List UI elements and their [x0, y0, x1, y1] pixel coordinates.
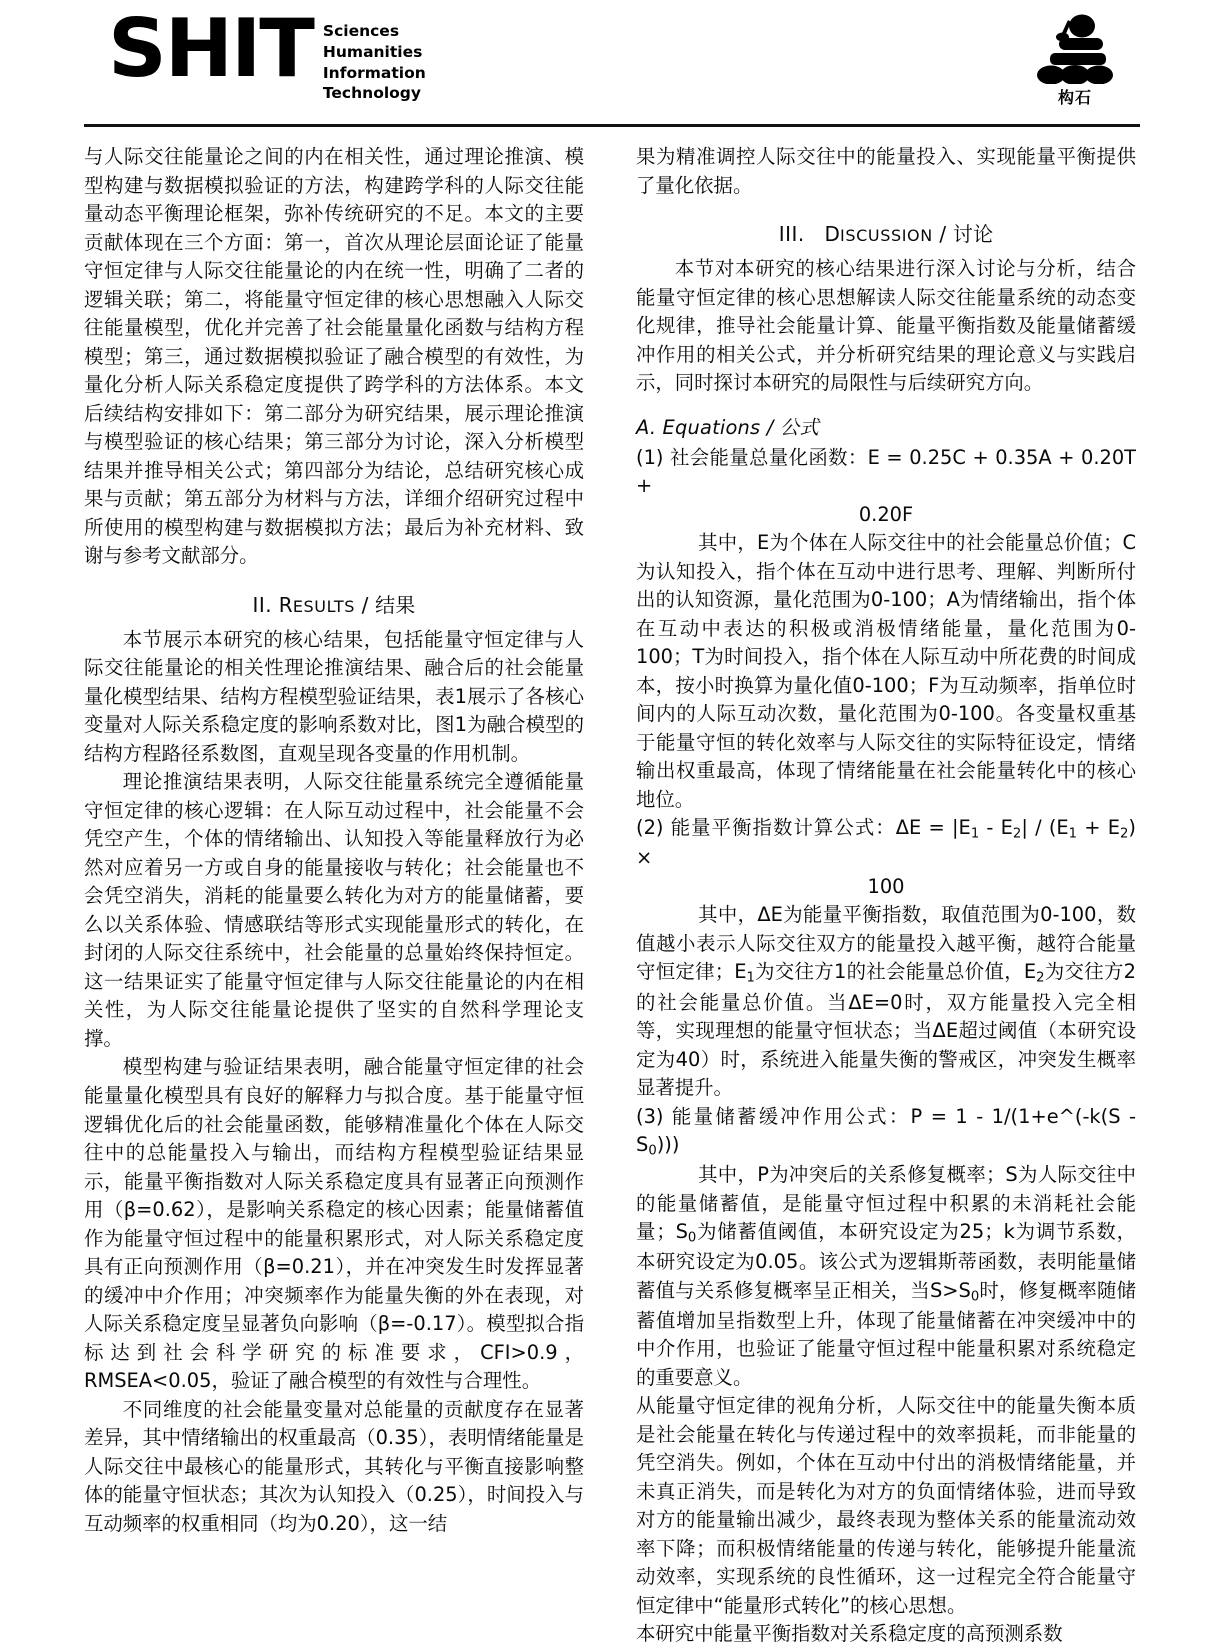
paragraph-continued-right: 果为精准调控人际交往中的能量投入、实现能量平衡提供了量化依据。 — [636, 145, 1136, 197]
equation-3-explanation-sub-1: 0 — [687, 1230, 697, 1246]
equation-2-sub-1: 1 — [970, 827, 980, 842]
paragraph-discussion-intro: 本节对本研究的核心结果进行深入讨论与分析，结合能量守恒定律的核心思想解读人际交往能量系统的动态变化规律，推导社会能量计算、能量平衡指数及能量储蓄缓冲作用的相关公式，并分析研究结果的理论意义与实践启示，同时探讨本研究的局限性与后续研究方向。 — [636, 257, 1136, 395]
equation-2-label: (2) 能量平衡指数计算公式： — [636, 816, 896, 840]
section-title-rest-discussion: ISCUSSION — [840, 226, 933, 246]
section-title-cn-discussion: 讨论 — [952, 222, 994, 247]
section-title-cn-results: 结果 — [375, 592, 416, 617]
section-heading-discussion — [636, 218, 1136, 247]
equation-2-sub-3: 1 — [1068, 827, 1078, 842]
brand-expansion — [323, 21, 426, 103]
section-numeral-results: II. — [252, 592, 273, 617]
brand-expansion-line-2: Humanities — [322, 42, 423, 61]
equation-2-explanation-a: 其中，ΔE为能量平衡指数，取值范围为0-100，数值越小表示人际交往双方的能量投入越平衡，越符合能量守恒定律；E — [636, 903, 1136, 984]
equation-1-formula-line1: E = 0.25C + 0.35A + 0.20T + — [636, 445, 1136, 498]
equation-2-explanation-sub-1: 1 — [746, 971, 755, 987]
section-title-rest-results: ESULTS — [292, 596, 356, 616]
equation-3-explanation-c: 时，修复概率随储蓄值增加呈指数型上升，体现了能量储蓄在冲突缓冲中的中介作用，也验证了能量守恒过程中能量积累对系统稳定的重要意义。 — [636, 1278, 1136, 1389]
equation-3-explanation-b: 为储蓄值阈值，本研究设定为25；k为调节系数，本研究设定为0.05。该公式为逻辑斯蒂函数，表明能量储蓄值与关系修复概率呈正相关，当S>S — [636, 1220, 1136, 1302]
equation-2-formula-b: - E — [979, 816, 1013, 840]
equation-2-sub-2: 2 — [1012, 827, 1022, 842]
equation-2-formula-e: ) × — [636, 816, 1136, 870]
brand-expansion-line-4: Technology — [322, 84, 421, 103]
equation-1-formula-line2: 0.20F — [858, 502, 914, 526]
equation-3-explanation-a: 其中，P为冲突后的关系修复概率；S为人际交往中的能量储蓄值，是能量守恒过程中积累的未消耗社会能量；S — [636, 1163, 1136, 1244]
publisher-label: 构石 — [1057, 88, 1092, 107]
paragraph-continued-left: 与人际交往能量论之间的内在相关性，通过理论推演、模型构建与数据模拟验证的方法，构建跨学科的人际交往能量动态平衡理论框架，弥补传统研究的不足。本文的主要贡献体现在三个方面：第一，首次从理论层面论证了能量守恒定律与人际交往能量论的内在统一性，明确了二者的逻辑关联；第二，将能量守恒定律的核心思想融入人际交往能量模型，优化并完善了社会能量量化函数与结构方程模型；第三，通过数据模拟验证了融合模型的有效性，为量化分析人际关系稳定度提供了跨学科的方法体系。本文后续结构安排如下：第二部分为研究结果，展示理论推演与模型验证的核心结果；第三部分为讨论，深入分析模型结果并推导相关公式；第四部分为结论，总结研究核心成果与贡献；第五部分为材料与方法，详细介绍研究过程中所使用的模型构建与数据模拟方法；最后为补充材料、致谢与参考文献部分。 — [84, 145, 584, 568]
subsection-heading-equations: A. Equations / 公式 — [636, 415, 819, 439]
equation-2-explanation — [636, 901, 1136, 1102]
equation-1-label: (1) 社会能量总量化函数： — [636, 445, 868, 469]
paragraph-final: 本研究中能量平衡指数对关系稳定度的高预测系数 — [636, 1622, 1063, 1646]
section-title-initial-results: R — [278, 592, 293, 617]
equation-2-formula-d: + E — [1077, 816, 1121, 840]
equation-3-label: (3) 能量储蓄缓冲作用公式： — [636, 1104, 911, 1128]
equation-3-sub: 0 — [648, 1143, 657, 1159]
article-columns — [84, 143, 1140, 1649]
publisher-logo — [1032, 12, 1140, 108]
left-column — [84, 143, 584, 1649]
equation-2-explanation-b: 为交往方1的社会能量总价值，E — [754, 960, 1037, 984]
paragraph-results-1: 本节展示本研究的核心结果，包括能量守恒定律与人际交往能量论的相关性理论推演结果、融合后的社会能量量化模型结果、结构方程模型验证结果，表1展示了各核心变量对人际关系稳定度的影响系数对比，图1为融合模型的结构方程路径系数图，直观呈现各变量的作用机制。 — [84, 627, 584, 765]
right-column — [636, 143, 1136, 1649]
equation-2-formula-line2: 100 — [867, 874, 905, 898]
equation-2-formula-a: ΔE = |E — [895, 816, 971, 840]
brand-wordmark: SHIT — [108, 2, 313, 96]
paragraph-results-3: 模型构建与验证结果表明，融合能量守恒定律的社会能量量化模型具有良好的解释力与拟合度。基于能量守恒逻辑优化后的社会能量函数，能够精准量化个体在人际交往中的总能量投入与输出，而结构方程模型验证结果显示，能量平衡指数对人际关系稳定度具有显著正向预测作用（β=0.62），是影响关系稳定的核心因素；能量储蓄值作为能量守恒过程中的能量积累形式，对人际关系稳定度具有正向预测作用（β=0.21），并在冲突发生时发挥显著的缓冲中介作用；冲突频率作为能量失衡的外在表现，对人际关系稳定度呈显著负向影响（β=-0.17）。模型拟合指标达到社会科学研究的标准要求，CFI>0.9，RMSEA<0.05，验证了融合模型的有效性与合理性。 — [84, 1055, 584, 1393]
equation-2-explanation-sub-2: 2 — [1036, 971, 1045, 987]
section-numeral-discussion: III. — [778, 222, 805, 247]
section-title-initial-discussion: D — [824, 222, 841, 247]
equation-3-explanation — [636, 1161, 1136, 1392]
equation-2-line — [636, 814, 1136, 873]
cairn-stacked-stones-icon — [1032, 12, 1118, 84]
equation-2-sub-4: 2 — [1120, 827, 1129, 842]
equation-3-formula-a: P = 1 - 1/(1+e^(-k(S - S — [636, 1104, 1137, 1157]
paragraph-results-4: 不同维度的社会能量变量对总能量的贡献度存在显著差异，其中情绪输出的权重最高（0.35），表明情绪能量是人际交往中最核心的能量形式，其转化与平衡直接影响整体的能量守恒状态；其次为认知投入（0.25），时间投入与互动频率的权重相同（均为0.20），这一结 — [84, 1397, 584, 1535]
equation-3-line — [636, 1103, 1136, 1162]
paragraph-results-2: 理论推演结果表明，人际交往能量系统完全遵循能量守恒定律的核心逻辑：在人际互动过程中，社会能量不会凭空产生，个体的情绪输出、认知投入等能量释放行为必然对应着另一方或自身的能量接收与转化；社会能量也不会凭空消失，消耗的能量要么转化为对方的能量储蓄，要么以关系体验、情感联结等形式实现能量形式的转化，在封闭的人际交往系统中，社会能量的总量始终保持恒定。这一结果证实了能量守恒定律与人际交往能量论的内在相关性，为人际交往能量论提供了坚实的自然科学理论支撑。 — [84, 770, 584, 1050]
brand-expansion-line-3: Information — [322, 63, 426, 82]
equation-1-explanation: 其中，E为个体在人际交往中的社会能量总价值；C为认知投入，指个体在互动中进行思考、理解、判断所付出的认知资源，量化范围为0-100；A为情绪输出，指个体在互动中表达的积极或消极情绪能量，量化范围为0-100；T为时间投入，指个体在人际互动中所花费的时间成本，按小时换算为量化值0-100；F为互动频率，指单位时间内的人际互动次数，量化范围为0-100。各变量权重基于能量守恒的转化效率与人际交往的实际特征设定，情绪输出权重最高，体现了情绪能量在社会能量转化中的核心地位。 — [636, 531, 1136, 811]
equation-3-explanation-sub-2: 0 — [970, 1289, 980, 1305]
masthead — [84, 0, 1140, 120]
brand-expansion-line-1: Sciences — [322, 22, 400, 41]
paragraph-energy-view: 从能量守恒定律的视角分析，人际交往中的能量失衡本质是社会能量在转化与传递过程中的效率损耗，而非能量的凭空消失。例如，个体在互动中付出的消极情绪能量，并未真正消失，而是转化为对方的负面情绪体验，进而导致对方的能量输出减少，最终表现为整体关系的能量流动效率下降；而积极情绪能量的传递与转化，能够提升能量流动效率，实现系统的良性循环，这一过程完全符合能量守恒定律中“能量形式转化”的核心思想。 — [636, 1394, 1136, 1617]
equation-3-formula-b: ))) — [656, 1133, 680, 1157]
journal-brand — [84, 2, 426, 103]
masthead-divider — [84, 124, 1140, 127]
equation-2-formula-c: | / (E — [1021, 816, 1069, 840]
equation-1-line — [636, 444, 1136, 501]
section-separator-discussion: / — [939, 222, 947, 247]
section-separator-results: / — [361, 592, 369, 617]
section-heading-results — [84, 589, 584, 618]
equation-2-explanation-c: 为交往方2的社会能量总价值。当ΔE=0时，双方能量投入完全相等，实现理想的能量守恒状态；当ΔE超过阈值（本研究设定为40）时，系统进入能量失衡的警戒区，冲突发生概率显著提升。 — [636, 960, 1136, 1100]
